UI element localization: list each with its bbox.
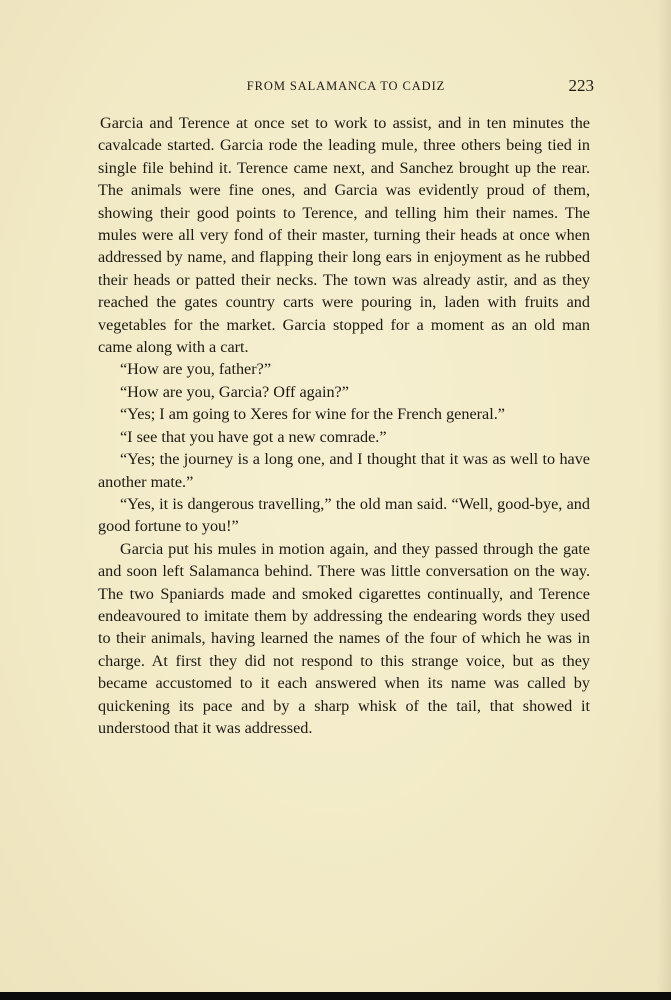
body-text — [98, 112, 590, 739]
page-header — [98, 76, 594, 98]
page-number: 223 — [568, 76, 594, 95]
dialogue-line: “Yes; I am going to Xeres for wine for the French general.” — [120, 405, 505, 424]
dialogue-line: “How are you, Garcia? Off again?” — [120, 382, 349, 401]
dialogue-line: “Yes; the journey is a long one, and I thought that it was as well to have another mate.” — [98, 450, 590, 491]
running-head: FROM SALAMANCA TO CADIZ — [246, 79, 446, 93]
paragraph: Garcia and Terence at once set to work to assist, and in ten minutes the cavalcade started. Garcia rode the leading mule, three others being tied in single file behind it. Terence came next, and Sanchez brought up the rear. The animals were fine ones, and Garcia was evidently proud of them, showing their good points to Terence, and telling him their names. The mules were all very fond of their master, turning their heads at once when addressed by name, and flapping their long ears in enjoyment as he rubbed their heads or patted their necks. The town was already astir, and as they reached the gates country carts were pouring in, laden with fruits and vegetables for the market. Garcia stopped for a moment as an old man came along with a cart. — [98, 114, 590, 357]
page-edge-shadow — [657, 0, 671, 1000]
paragraph: Garcia put his mules in motion again, and they passed through the gate and soon left Salamanca behind. There was little conversation on the way. The two Spaniards made and smoked cigarettes continually, and Terence endeavoured to imitate them by addressing the endearing words they used to their animals, having learned the names of the four of which he was in charge. At first they did not respond to this strange voice, but as they became accustomed to it each answered when its name was called by quickening its pace and by a sharp whisk of the tail, that showed it understood that it was addressed. — [98, 539, 590, 737]
dialogue-line: “How are you, father?” — [120, 360, 271, 379]
scan-bottom-border — [0, 992, 671, 1000]
dialogue-line: “I see that you have got a new comrade.” — [120, 427, 387, 446]
dialogue-line: “Yes, it is dangerous travelling,” the old man said. “Well, good-bye, and good fortune to you!” — [98, 494, 590, 536]
